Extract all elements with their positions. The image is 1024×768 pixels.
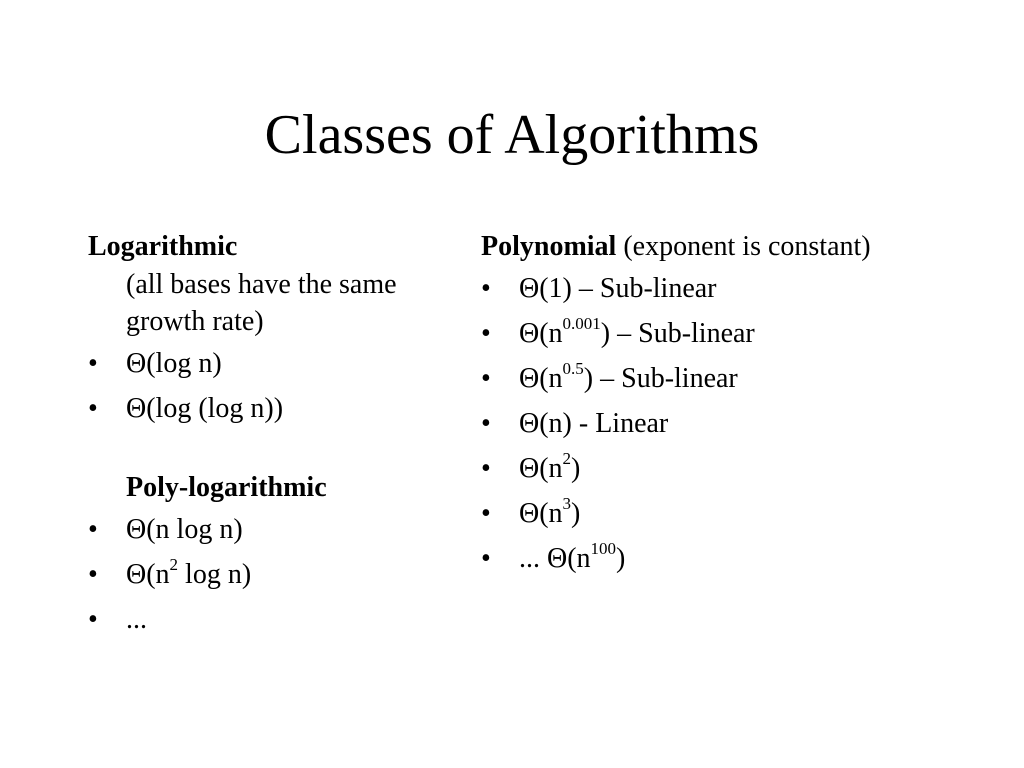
- list-item: [88, 345, 468, 382]
- logarithmic-heading: Logarithmic: [88, 231, 238, 262]
- bullet-icon: •: [481, 408, 491, 439]
- item-text: Θ(log (log n)): [126, 393, 284, 424]
- list-item: [481, 405, 1001, 442]
- bullet-icon: •: [88, 348, 98, 379]
- exponent: 2: [169, 554, 179, 574]
- exponent: 0.001: [562, 313, 601, 333]
- item-text: Θ(1) – Sub-linear: [519, 273, 717, 304]
- list-item: [481, 360, 1001, 397]
- bullet-icon: •: [481, 453, 491, 484]
- list-item: [88, 601, 468, 638]
- bullet-icon: •: [88, 559, 98, 590]
- poly-logarithmic-heading: Poly-logarithmic: [126, 472, 327, 503]
- item-text-suffix: ): [571, 498, 581, 529]
- bullet-icon: •: [88, 604, 98, 635]
- exponent: 2: [562, 448, 572, 468]
- polynomial-heading: Polynomial: [481, 231, 617, 262]
- item-text: Θ(n: [519, 318, 563, 349]
- polynomial-note: (exponent is constant): [616, 231, 871, 262]
- list-item: [88, 556, 468, 593]
- item-text-suffix: ) – Sub-linear: [600, 318, 755, 349]
- list-item: [88, 390, 468, 427]
- bullet-icon: •: [481, 543, 491, 574]
- item-text: Θ(log n): [126, 348, 222, 379]
- item-text: Θ(n log n): [126, 514, 243, 545]
- item-text-suffix: ) – Sub-linear: [583, 363, 738, 394]
- list-item: [481, 450, 1001, 487]
- item-text: ... Θ(n: [519, 543, 591, 574]
- list-item: [481, 315, 1001, 352]
- list-item: [481, 495, 1001, 532]
- logarithmic-note: [88, 266, 468, 340]
- right-column: [481, 228, 1001, 585]
- polynomial-heading-line: [481, 228, 1001, 265]
- bullet-icon: •: [88, 393, 98, 424]
- item-text-suffix: ): [571, 453, 581, 484]
- item-text-suffix: log n): [178, 559, 252, 590]
- exponent: 3: [562, 493, 572, 513]
- list-item: [88, 511, 468, 548]
- slide-title: Classes of Algorithms: [264, 104, 760, 166]
- logarithmic-note-line-1: (all bases have the same: [126, 269, 397, 300]
- list-item: [481, 540, 1001, 577]
- exponent: 100: [590, 538, 617, 558]
- left-column: [88, 228, 468, 646]
- poly-logarithmic-list: [88, 511, 468, 638]
- logarithmic-note-line-2: growth rate): [126, 306, 264, 337]
- bullet-icon: •: [481, 363, 491, 394]
- bullet-icon: •: [481, 273, 491, 304]
- exponent: 0.5: [562, 358, 584, 378]
- item-text: Θ(n: [519, 363, 563, 394]
- bullet-icon: •: [481, 318, 491, 349]
- item-text: Θ(n) - Linear: [519, 408, 669, 439]
- item-text: Θ(n: [126, 559, 170, 590]
- bullet-icon: •: [481, 498, 491, 529]
- list-item: [481, 270, 1001, 307]
- item-text-suffix: ): [616, 543, 626, 574]
- logarithmic-list: [88, 345, 468, 427]
- item-text: Θ(n: [519, 453, 563, 484]
- item-text: ...: [126, 604, 147, 635]
- item-text: Θ(n: [519, 498, 563, 529]
- bullet-icon: •: [88, 514, 98, 545]
- polynomial-list: [481, 270, 1001, 577]
